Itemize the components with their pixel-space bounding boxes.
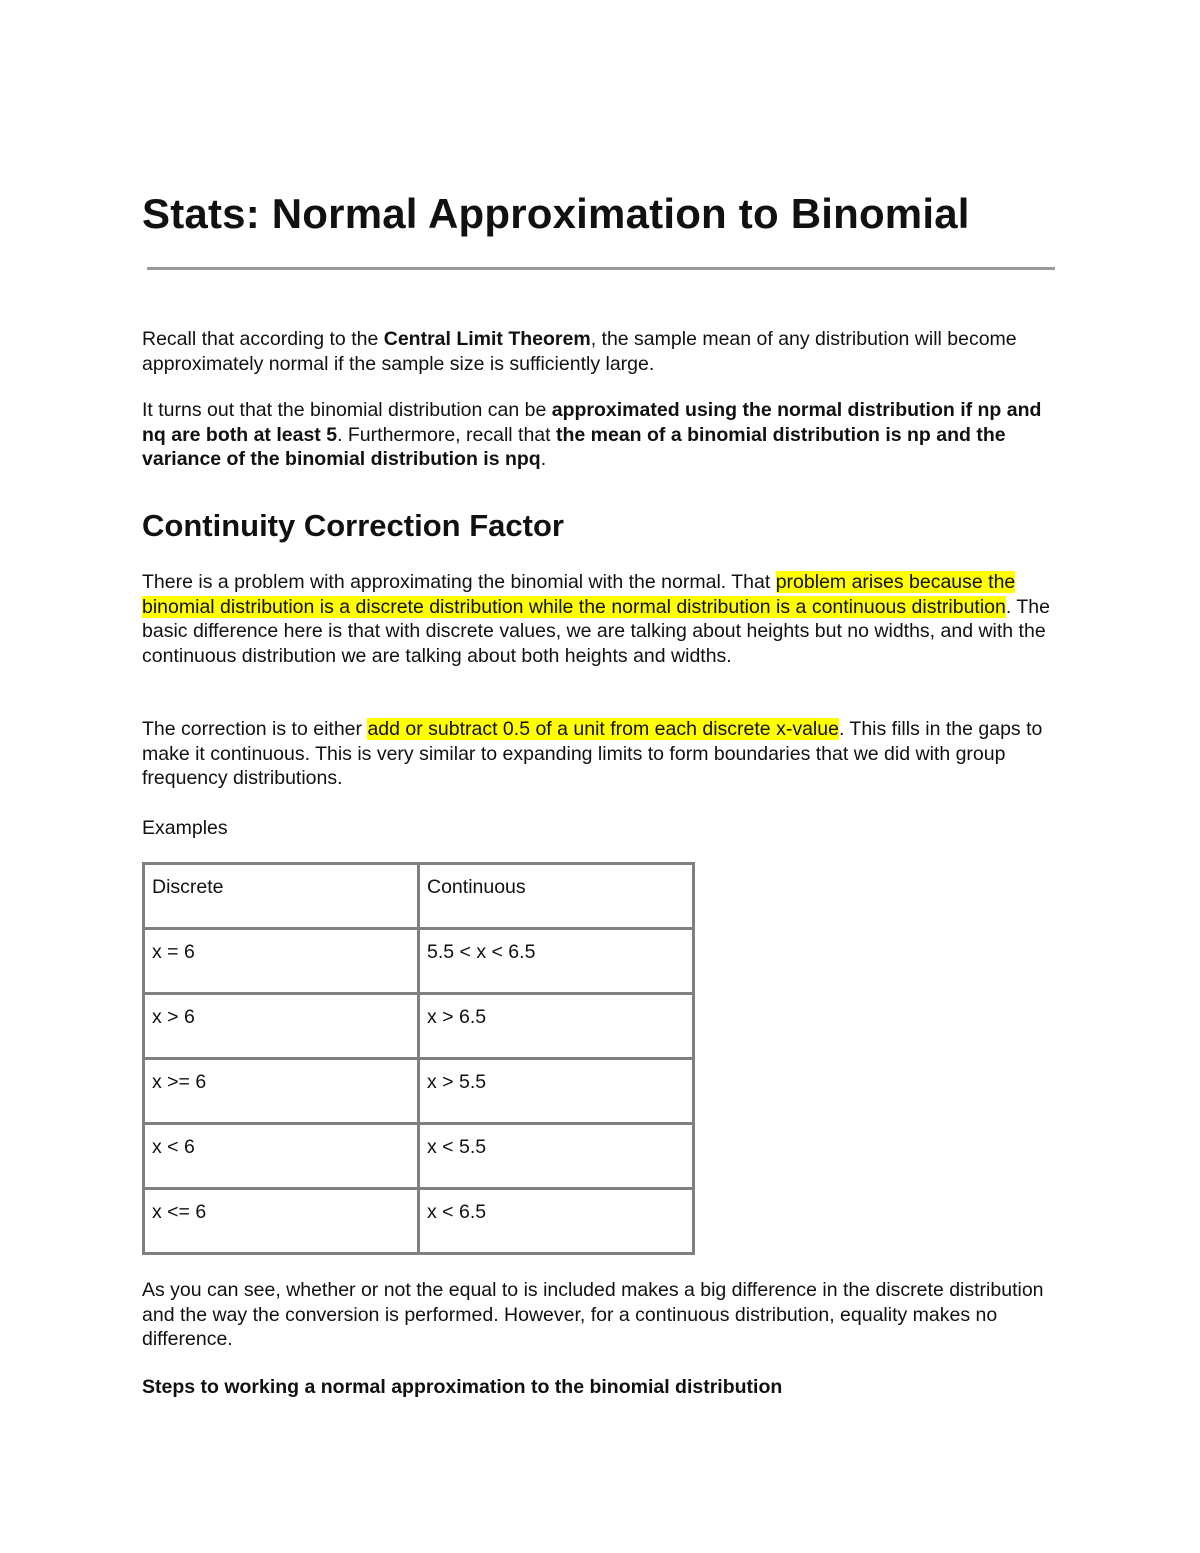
table-cell: x < 6 — [144, 1124, 419, 1189]
highlighted-text: add or subtract 0.5 of a unit from each discrete x-value — [367, 718, 839, 740]
table-cell: x < 5.5 — [419, 1124, 694, 1189]
steps-heading — [142, 1375, 1062, 1400]
table-cell: x <= 6 — [144, 1189, 419, 1254]
table-header-row — [144, 864, 694, 929]
bold-term-clt: Central Limit Theorem — [383, 328, 591, 350]
intro-paragraph-clt — [142, 327, 1062, 376]
text-run: , the sample mean of any distribution will become approximately normal if the sample size is sufficiently large. — [142, 328, 1017, 375]
table-cell: x > 5.5 — [419, 1059, 694, 1124]
highlighted-text: problem arises because the binomial distribution is a discrete distribution while the normal distribution is a continuous distribution — [142, 571, 1016, 618]
bold-steps-heading: Steps to working a normal approximation to the binomial distribution — [142, 1376, 783, 1398]
table-header-cell: Discrete — [144, 864, 419, 929]
section-heading-continuity: Continuity Correction Factor — [142, 508, 564, 543]
examples-table — [142, 862, 695, 1255]
page-title: Stats: Normal Approximation to Binomial — [142, 190, 970, 237]
correction-paragraph — [142, 717, 1062, 791]
table-cell: x >= 6 — [144, 1059, 419, 1124]
bold-mean-variance: the mean of a binomial distribution is np and the variance of the binomial distribution is npq — [142, 423, 1006, 471]
table-row — [144, 1189, 694, 1254]
table-header-cell: Continuous — [419, 864, 694, 929]
table-row — [144, 1059, 694, 1124]
text-run: . This fills in the gaps to make it continuous. This is very similar to expanding limits to form boundaries that we did with group frequency distributions. — [142, 718, 1043, 790]
table-cell: x = 6 — [144, 929, 419, 994]
text-run: There is a problem with approximating the binomial with the normal. That — [142, 571, 776, 593]
conclusion-paragraph: As you can see, whether or not the equal to is included makes a big difference in the discrete distribution and the way the conversion is performed. However, for a continuous distribution, equality makes no difference. — [142, 1279, 1044, 1351]
text-run: It turns out that the binomial distribution can be — [142, 399, 552, 421]
table-row — [144, 929, 694, 994]
title-divider — [147, 267, 1055, 270]
text-run: The correction is to either — [142, 718, 368, 740]
table-row — [144, 994, 694, 1059]
text-run: . — [540, 448, 547, 471]
text-run: . Furthermore, recall that — [337, 423, 556, 446]
intro-paragraph-binomial — [142, 398, 1062, 472]
table-cell: x > 6.5 — [419, 994, 694, 1059]
continuity-paragraph — [142, 570, 1062, 669]
table-row — [144, 1124, 694, 1189]
text-run: . The basic difference here is that with discrete values, we are talking about heights but no widths, and with the continuous distribution we are talking about both heights and widths. — [142, 595, 1050, 668]
table-cell: x > 6 — [144, 994, 419, 1059]
examples-label: Examples — [142, 817, 228, 839]
table-cell: x < 6.5 — [419, 1189, 694, 1254]
table-cell: 5.5 < x < 6.5 — [419, 929, 694, 994]
text-run: Recall that according to the — [142, 328, 384, 350]
bold-approximation-condition: approximated using the normal distribution if np and nq are both at least 5 — [142, 399, 1042, 446]
